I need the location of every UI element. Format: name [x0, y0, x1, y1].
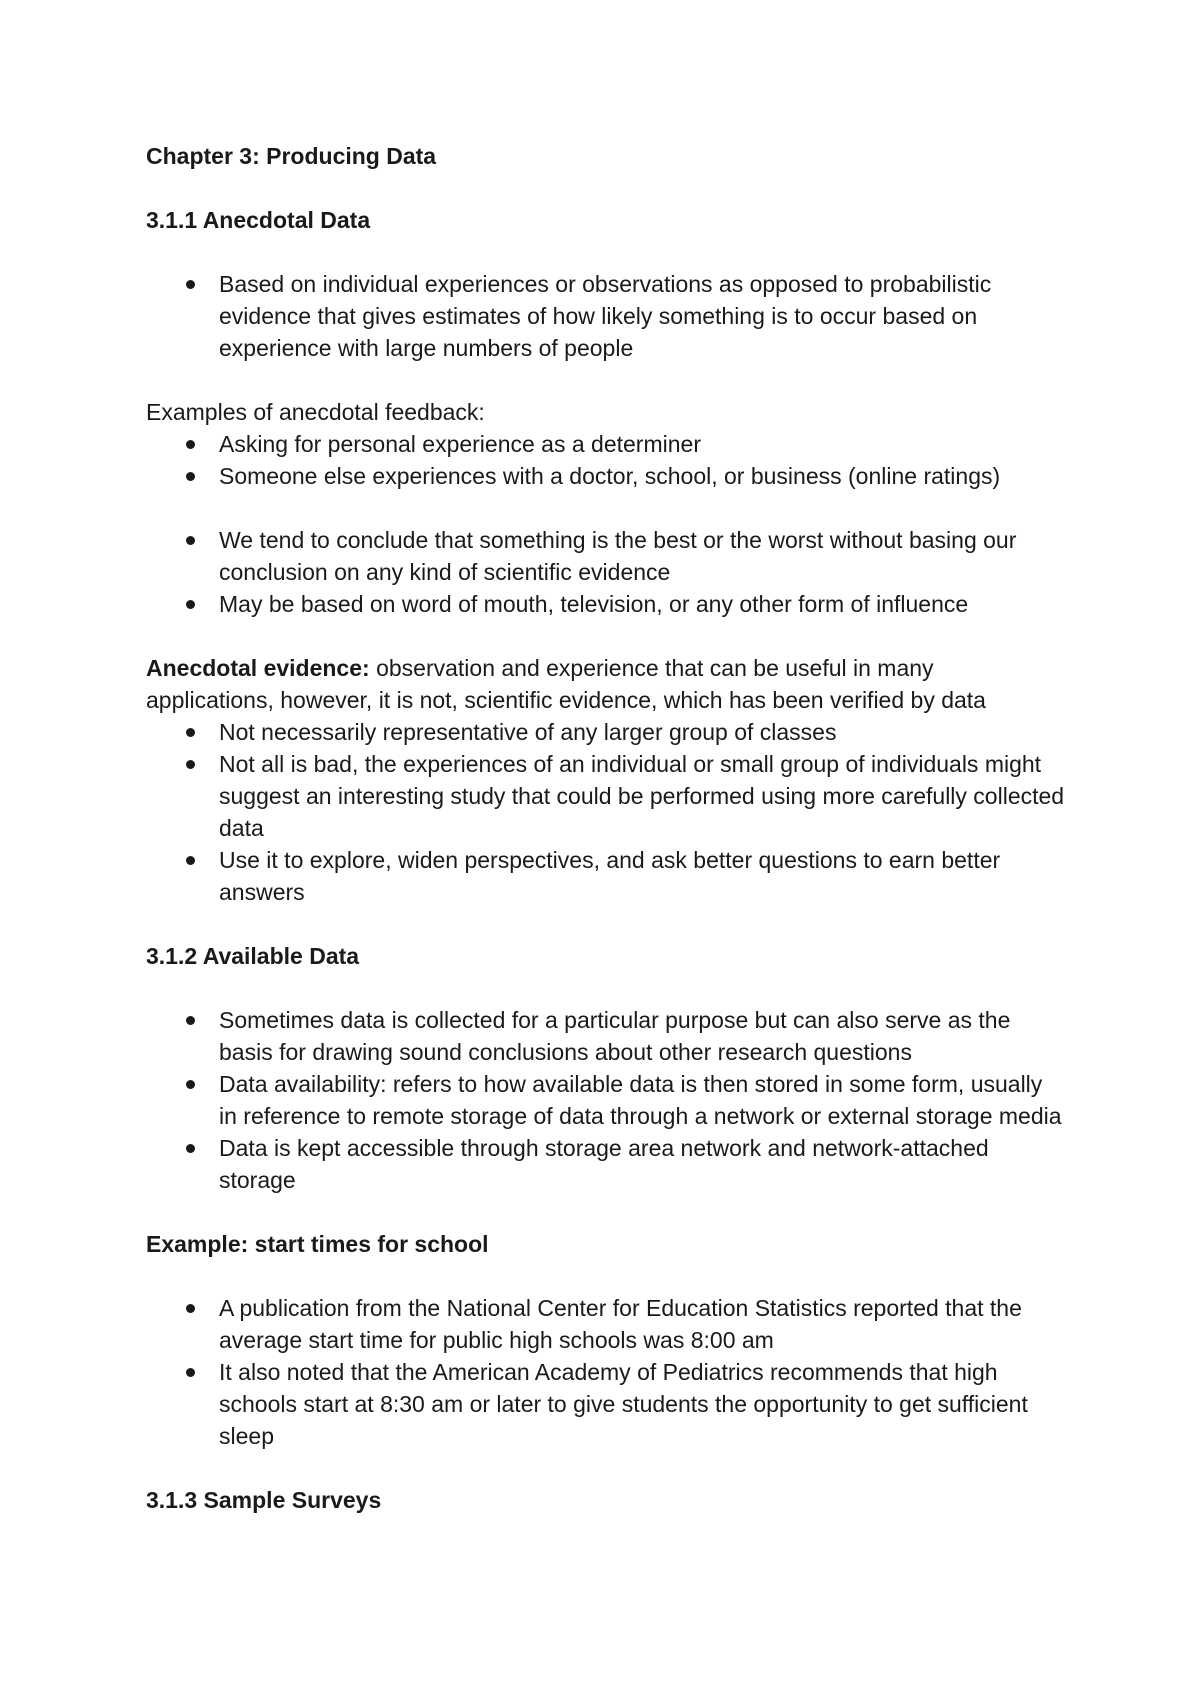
anecdotal-evidence-list [146, 716, 1066, 908]
anecdotal-evidence-definition [146, 652, 1066, 716]
anecdotal-examples-list [146, 428, 1066, 620]
chapter-title: Chapter 3: Producing Data [146, 143, 437, 169]
section-heading-available-data: 3.1.2 Available Data [146, 943, 360, 969]
bullet-icon [186, 760, 195, 769]
list-item [146, 748, 1066, 844]
bullet-icon [186, 1368, 195, 1377]
list-item [146, 268, 1066, 364]
school-start-times-list [146, 1292, 1066, 1452]
list-item-text: Not necessarily representative of any larger group of classes [219, 719, 837, 745]
list-item-text: Not all is bad, the experiences of an individual or small group of individuals might suggest an interesting study that could be performed using more carefully collected data [219, 751, 1065, 841]
list-item [146, 460, 1066, 492]
bullet-icon [186, 280, 195, 289]
bullet-icon [186, 600, 195, 609]
list-item-text: Use it to explore, widen perspectives, and ask better questions to earn better answers [219, 847, 1001, 905]
definition-text: observation and experience that can be useful in many applications, however, it is not, scientific evidence, which has been verified by data [146, 655, 986, 713]
list-item-text: Data availability: refers to how available data is then stored in some form, usually in reference to remote storage of data through a network or external storage media [219, 1071, 1062, 1129]
bullet-icon [186, 856, 195, 865]
bullet-icon [186, 536, 195, 545]
list-item-text: Someone else experiences with a doctor, school, or business (online ratings) [219, 463, 1001, 489]
list-item-text: Data is kept accessible through storage area network and network-attached storage [219, 1135, 989, 1193]
bullet-icon [186, 1304, 195, 1313]
document-page [146, 140, 1066, 1516]
list-item-text: We tend to conclude that something is the best or the worst without basing our conclusion on any kind of scientific evidence [219, 527, 1017, 585]
list-item [146, 1004, 1066, 1068]
list-item-text: Sometimes data is collected for a particular purpose but can also serve as the basis for drawing sound conclusions about other research questions [219, 1007, 1011, 1065]
list-item-text: It also noted that the American Academy of Pediatrics recommends that high schools start at 8:30 am or later to give students the opportunity to get sufficient sleep [219, 1359, 1028, 1449]
list-item [146, 1292, 1066, 1356]
anecdotal-intro-list [146, 268, 1066, 364]
example-heading-school-start-times: Example: start times for school [146, 1231, 489, 1257]
bullet-icon [186, 1016, 195, 1025]
list-item [146, 844, 1066, 908]
bullet-icon [186, 440, 195, 449]
list-item-text: Asking for personal experience as a determiner [219, 431, 701, 457]
list-item [146, 1356, 1066, 1452]
examples-label: Examples of anecdotal feedback: [146, 399, 485, 425]
bullet-icon [186, 1080, 195, 1089]
section-heading-anecdotal-data: 3.1.1 Anecdotal Data [146, 207, 371, 233]
list-item-text: May be based on word of mouth, television, or any other form of influence [219, 591, 969, 617]
available-data-list [146, 1004, 1066, 1196]
list-item [146, 716, 1066, 748]
list-item [146, 588, 1066, 620]
list-item [146, 1132, 1066, 1196]
definition-term: Anecdotal evidence: [146, 655, 370, 681]
section-heading-sample-surveys: 3.1.3 Sample Surveys [146, 1487, 382, 1513]
list-item-text: Based on individual experiences or observations as opposed to probabilistic evidence that gives estimates of how likely something is to occur based on experience with large numbers of people [219, 271, 992, 361]
list-item-text: A publication from the National Center for Education Statistics reported that the average start time for public high schools was 8:00 am [219, 1295, 1022, 1353]
bullet-icon [186, 728, 195, 737]
list-item [146, 1068, 1066, 1132]
list-item [146, 524, 1066, 588]
bullet-icon [186, 1144, 195, 1153]
bullet-icon [186, 472, 195, 481]
list-item [146, 428, 1066, 460]
